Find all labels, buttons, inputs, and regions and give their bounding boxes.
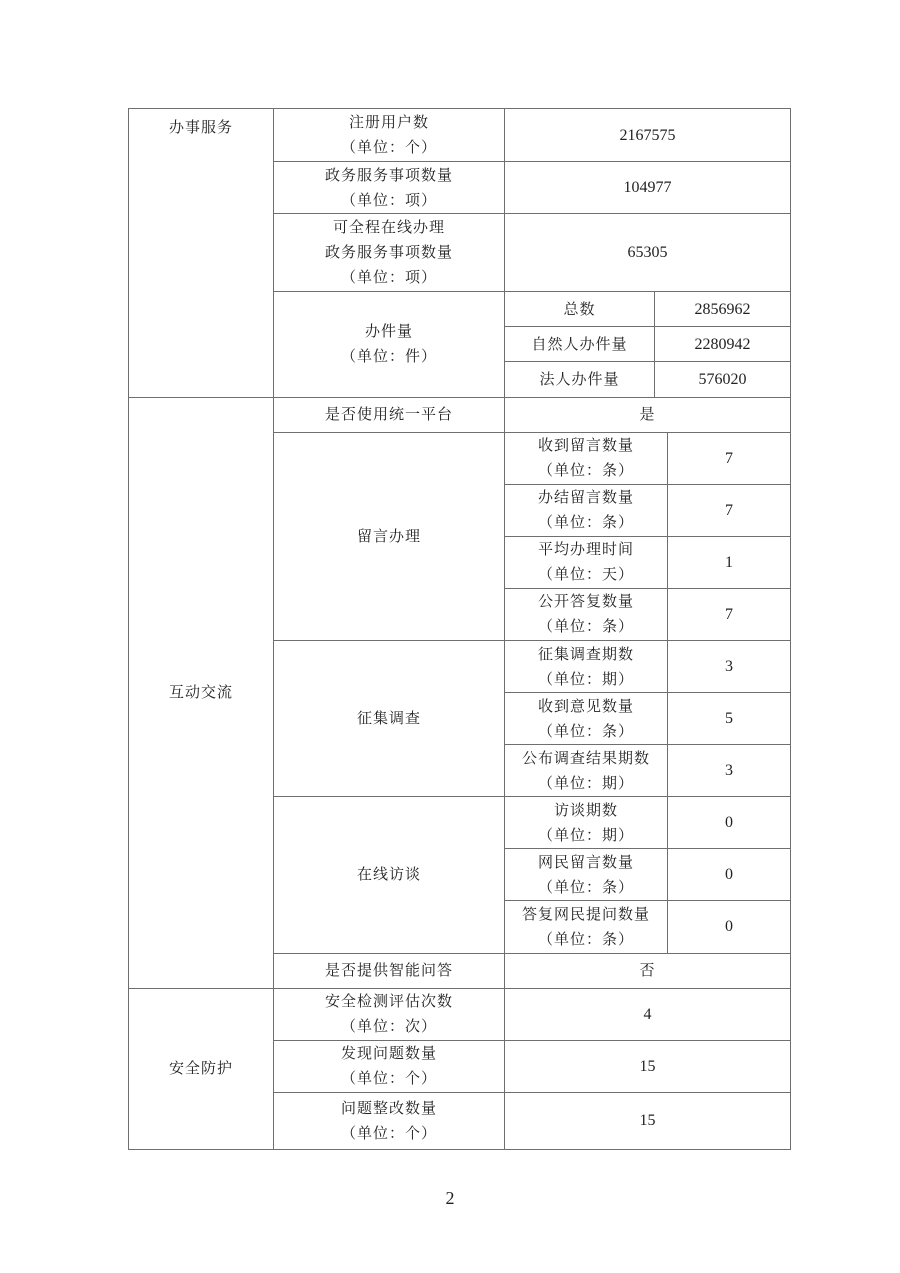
sub-label: 法人办件量	[505, 362, 655, 397]
sub-value: 2856962	[655, 292, 791, 327]
table-row	[129, 109, 791, 162]
row-label: 办件量 （单位：件）	[274, 292, 505, 397]
row-label: 在线访谈	[274, 797, 505, 953]
sub-value: 7	[668, 484, 791, 536]
row-label: 发现问题数量 （单位：个）	[274, 1040, 505, 1092]
row-value: 15	[505, 1092, 791, 1149]
row-label: 征集调查	[274, 640, 505, 796]
section-title-service: 办事服务	[129, 109, 274, 398]
sub-value: 0	[668, 849, 791, 901]
row-value: 104977	[505, 162, 791, 214]
row-label: 是否提供智能问答	[274, 953, 505, 988]
section-title-security: 安全防护	[129, 988, 274, 1149]
sub-label: 网民留言数量 （单位：条）	[505, 849, 668, 901]
row-value: 2167575	[505, 109, 791, 162]
row-label: 是否使用统一平台	[274, 397, 505, 432]
sub-value: 2280942	[655, 327, 791, 362]
row-value: 15	[505, 1040, 791, 1092]
sub-value: 576020	[655, 362, 791, 397]
row-label: 政务服务事项数量 （单位：项）	[274, 162, 505, 214]
row-label: 安全检测评估次数 （单位：次）	[274, 988, 505, 1040]
sub-value: 0	[668, 901, 791, 953]
sub-value: 7	[668, 432, 791, 484]
sub-value: 1	[668, 536, 791, 588]
row-value: 65305	[505, 214, 791, 292]
sub-label: 答复网民提问数量 （单位：条）	[505, 901, 668, 953]
page-number: 2	[445, 1188, 455, 1208]
row-value: 是	[505, 397, 791, 432]
row-label: 问题整改数量 （单位：个）	[274, 1092, 505, 1149]
table-row	[129, 988, 791, 1040]
sub-label: 总数	[505, 292, 655, 327]
row-value: 4	[505, 988, 791, 1040]
sub-label: 征集调查期数 （单位：期）	[505, 640, 668, 692]
sub-value: 3	[668, 640, 791, 692]
section-title-interaction: 互动交流	[129, 397, 274, 988]
sub-label: 收到留言数量 （单位：条）	[505, 432, 668, 484]
sub-label: 收到意见数量 （单位：条）	[505, 693, 668, 745]
row-label: 可全程在线办理 政务服务事项数量 （单位：项）	[274, 214, 505, 292]
sub-value: 0	[668, 797, 791, 849]
sub-label: 办结留言数量 （单位：条）	[505, 484, 668, 536]
sub-label: 自然人办件量	[505, 327, 655, 362]
sub-label: 公开答复数量 （单位：条）	[505, 588, 668, 640]
row-value: 否	[505, 953, 791, 988]
row-label: 注册用户数 （单位：个）	[274, 109, 505, 162]
sub-value: 5	[668, 693, 791, 745]
sub-value: 7	[668, 588, 791, 640]
row-label: 留言办理	[274, 432, 505, 640]
sub-label: 平均办理时间 （单位：天）	[505, 536, 668, 588]
sub-value: 3	[668, 745, 791, 797]
sub-label: 访谈期数 （单位：期）	[505, 797, 668, 849]
table-row	[129, 397, 791, 432]
sub-label: 公布调查结果期数 （单位：期）	[505, 745, 668, 797]
statistics-table	[128, 108, 791, 1150]
